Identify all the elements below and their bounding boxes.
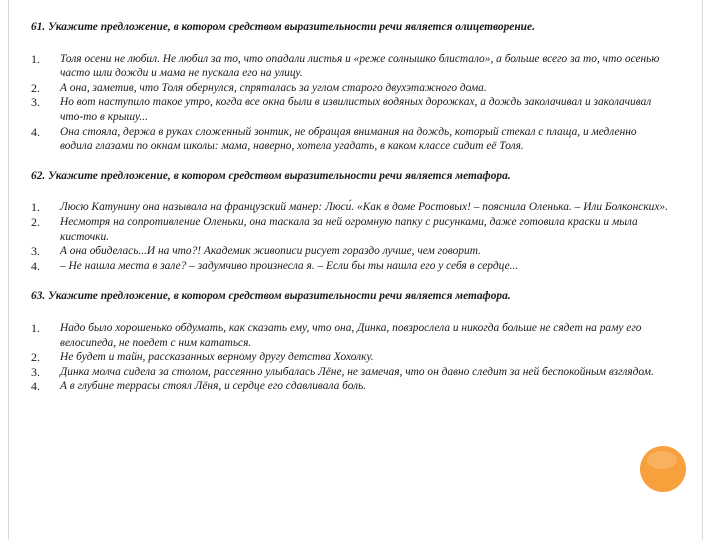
- option-number: 3.: [31, 364, 40, 379]
- option-item: [31, 95, 671, 124]
- question-62-title: 62. Укажите предложение, в котором средством выразительности речи является метафора.: [31, 169, 511, 182]
- question-61-options: [31, 52, 671, 154]
- option-item: [31, 125, 671, 154]
- option-item: [31, 81, 671, 96]
- option-text: А она обиделась...И на что?! Академик живописи рисует гораздо лучше, чем говорит.: [60, 245, 481, 258]
- option-text: Несмотря на сопротивление Оленьки, она таскала за ней огромную папку с рисунками, даже готовила краски и мыла кисточки.: [60, 215, 638, 243]
- slide-frame-right: [702, 0, 703, 540]
- option-item: [31, 379, 671, 394]
- option-item: [31, 259, 671, 274]
- option-text: Но вот наступило такое утро, когда все окна были в извилистых водяных дорожках, а дождь заколачивал и заколачивал что-то в крышу...: [60, 96, 652, 123]
- option-number: 4.: [31, 124, 40, 139]
- option-item: [31, 200, 671, 215]
- option-text: Надо было хорошенько обдумать, как сказать ему, что она, Динка, повзрослела и никогда больше не сядет на раму его велосипеда, не поедет с ним кататься.: [60, 321, 642, 349]
- option-text: – Не нашла места в зале? – задумчиво произнесла я. – Если бы ты нашла его у себя в сердце...: [60, 259, 519, 272]
- option-text: Динка молча сидела за столом, рассеянно улыбалась Лёне, не замечая, что он давно следит за ней беспокойным взглядом.: [60, 365, 654, 378]
- slide-frame-left: [8, 0, 9, 540]
- option-item: [31, 215, 671, 244]
- circle-highlight: [647, 451, 677, 469]
- option-text: Не будет и тайн, рассказанных верному другу детства Хохолку.: [60, 351, 374, 364]
- option-number: 4.: [31, 379, 40, 394]
- option-text: Люсю Катунину она называла на французский манер: Люси́. «Как в доме Ростовых! – пояснила Оленька. – Или Болконских».: [60, 201, 668, 214]
- option-number: 3.: [31, 244, 40, 259]
- option-text: А в глубине террасы стоял Лёня, и сердце его сдавливала боль.: [60, 380, 367, 393]
- option-item: [31, 244, 671, 259]
- option-number: 1.: [31, 51, 40, 66]
- option-item: [31, 52, 671, 81]
- option-number: 1.: [31, 200, 40, 215]
- question-63-options: [31, 321, 671, 394]
- option-number: 2.: [31, 80, 40, 95]
- option-item: [31, 350, 671, 365]
- option-number: 2.: [31, 350, 40, 365]
- option-item: [31, 365, 671, 380]
- option-text: Она стояла, держа в руках сложенный зонтик, не обращая внимания на дождь, который стекал с плаща, и медленно водила глазами по окнам школы: мама, наверно, хотела угадать, в каком классе сидит её Толя.: [60, 125, 637, 153]
- question-61-title: 61. Укажите предложение, в котором средством выразительности речи является олицетворение.: [31, 21, 535, 33]
- option-item: [31, 321, 671, 350]
- option-number: 2.: [31, 214, 40, 229]
- option-text: Толя осени не любил. Не любил за то, что опадали листья и «реже солнышко блистало», а больше всего за то, что осенью часто шли дожди и мама не пускала его на улицу.: [60, 52, 660, 80]
- slide-content: [31, 20, 671, 408]
- option-number: 4.: [31, 258, 40, 273]
- question-63-title: 63. Укажите предложение, в котором средством выразительности речи является метафора.: [31, 290, 511, 303]
- option-number: 1.: [31, 320, 40, 335]
- decorative-orange-circle: [640, 446, 686, 492]
- option-text: А она, заметив, что Толя обернулся, спряталась за углом старого двухэтажного дома.: [60, 81, 487, 94]
- option-number: 3.: [31, 95, 40, 110]
- question-62-options: [31, 200, 671, 273]
